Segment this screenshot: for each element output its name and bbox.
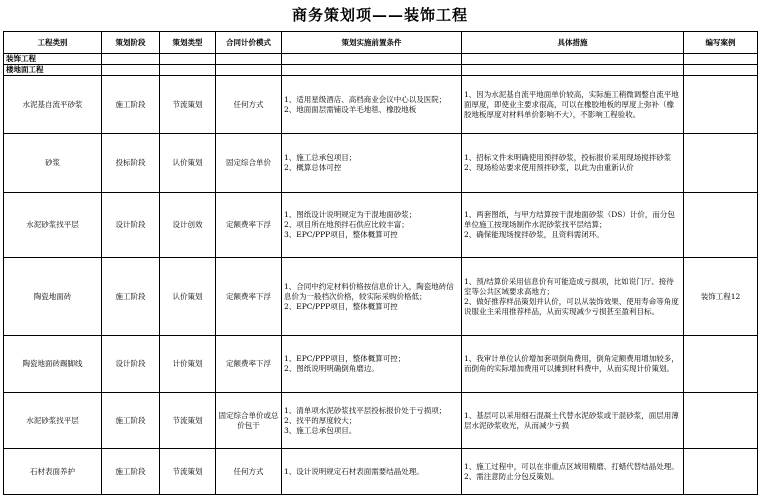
cell-measures: 1、招标文件未明确使用预拌砂浆，投标报价采用现场搅拌砂浆 2、现场检站要求使用预拌砂浆，以此为由重新认价 (462, 134, 684, 193)
cell-pricing: 定额费率下浮 (216, 193, 282, 258)
cell-pricing: 定额费率下浮 (216, 336, 282, 393)
cell-type: 计价策划 (160, 336, 216, 393)
cell-category: 水泥砂浆找平层 (4, 193, 102, 258)
cell-case (684, 134, 758, 193)
section-row (4, 65, 758, 76)
table-row (4, 258, 758, 336)
section-row (4, 54, 758, 65)
cell-conditions: 1、适用星级酒店、高档商业会议中心以及医院； 2、地面面层需铺设羊毛地毯、橡胶地板 (282, 76, 462, 134)
cell-case (684, 336, 758, 393)
cell-case (684, 193, 758, 258)
cell-pricing: 固定综合单价 (216, 134, 282, 193)
table-row (4, 134, 758, 193)
cell-case (684, 449, 758, 495)
cell-type: 设计创效 (160, 193, 216, 258)
cell-conditions: 1、清单项水泥砂浆找平层投标报价处于亏损项； 2、找平的厚度较大； 3、施工总承包项目。 (282, 393, 462, 449)
cell-stage: 设计阶段 (102, 193, 160, 258)
planning-table (3, 31, 758, 495)
table-row (4, 76, 758, 134)
cell-category: 水泥基自流平砂浆 (4, 76, 102, 134)
table-row (4, 336, 758, 393)
cell-stage: 设计阶段 (102, 336, 160, 393)
table-row (4, 449, 758, 495)
header-case: 编写案例 (684, 32, 758, 54)
cell-conditions: 1、图纸设计说明规定为干混地面砂浆； 2、项目所在地预拌石供应比较丰富； 3、EPC/PPP项目，整体概算可控 (282, 193, 462, 258)
header-row (4, 32, 758, 54)
header-conditions: 策划实施前置条件 (282, 32, 462, 54)
cell-stage: 施工阶段 (102, 449, 160, 495)
header-type: 策划类型 (160, 32, 216, 54)
cell-category: 水泥砂浆找平层 (4, 393, 102, 449)
section-label: 装饰工程 (4, 54, 102, 65)
cell-stage: 施工阶段 (102, 76, 160, 134)
cell-measures: 1、我审计单位认价增加套项倒角费用，倒角定额费用增加较多，而倒角的实际增加费用可以摊到材料费中，从而实现计价策划。 (462, 336, 684, 393)
cell-measures: 1、两套图纸，与甲方结算按干混地面砂浆（DS）计价，而分包单位施工按现场制作水泥砂浆找平层结算； 2、确保能现场搅拌砂浆，且资料需闭环。 (462, 193, 684, 258)
cell-case: 装饰工程12 (684, 258, 758, 336)
cell-conditions: 1、合同中约定材料价格按信息价计入，陶瓷地砖信息价为一般档次价格，较实际采购价格低； 2、EPC/PPP项目，整体概算可控 (282, 258, 462, 336)
table-row (4, 193, 758, 258)
cell-stage: 施工阶段 (102, 393, 160, 449)
header-stage: 策划阶段 (102, 32, 160, 54)
cell-stage: 施工阶段 (102, 258, 160, 336)
cell-measures: 1、施工过程中，可以在非重点区域用精磨、打蜡代替结晶处理。 2、需注意防止分包反策划。 (462, 449, 684, 495)
header-pricing: 合同计价模式 (216, 32, 282, 54)
header-measures: 具体措施 (462, 32, 684, 54)
section-label: 楼地面工程 (4, 65, 102, 76)
cell-pricing: 定额费率下浮 (216, 258, 282, 336)
cell-pricing: 任何方式 (216, 76, 282, 134)
cell-type: 节流策划 (160, 76, 216, 134)
cell-case (684, 76, 758, 134)
cell-type: 认价策划 (160, 134, 216, 193)
cell-pricing: 任何方式 (216, 449, 282, 495)
cell-category: 陶瓷地面砖 (4, 258, 102, 336)
cell-category: 石材表面养护 (4, 449, 102, 495)
cell-conditions: 1、EPC/PPP项目，整体概算可控； 2、图纸说明明确倒角磨边。 (282, 336, 462, 393)
cell-case (684, 393, 758, 449)
cell-conditions: 1、施工总承包项目； 2、概算总体可控 (282, 134, 462, 193)
cell-category: 陶瓷地面砖踢脚线 (4, 336, 102, 393)
table-row (4, 393, 758, 449)
cell-type: 节流策划 (160, 393, 216, 449)
cell-type: 认价策划 (160, 258, 216, 336)
cell-pricing: 固定综合单价或总价包干 (216, 393, 282, 449)
cell-measures: 1、预/结算价采用信息价有可能造成亏损项，比如说门厅、接待室等公共区域要求高地方； 2、做好推荐样品策划并认价，可以从装饰效果、使用寿命等角度说服业主采用推荐样品，从而实现减少亏损甚至盈利目标。 (462, 258, 684, 336)
cell-conditions: 1、设计说明规定石材表面需要结晶处理。 (282, 449, 462, 495)
cell-category: 砂浆 (4, 134, 102, 193)
cell-stage: 投标阶段 (102, 134, 160, 193)
cell-measures: 1、基层可以采用细石混凝土代替水泥砂浆或干混砂浆，面层用薄层水泥砂浆收光，从而减少亏损 (462, 393, 684, 449)
cell-measures: 1、因为水泥基自流平地面单价较高，实际施工稍微调整自流平地面厚度，即使业主要求很高，可以在橡胶地板的厚度上弥补（橡胶地板厚度对材料单价影响不大），不影响工程验收。 (462, 76, 684, 134)
cell-type: 节流策划 (160, 449, 216, 495)
page-title: 商务策划项——装饰工程 (291, 6, 468, 24)
header-category: 工程类别 (4, 32, 102, 54)
